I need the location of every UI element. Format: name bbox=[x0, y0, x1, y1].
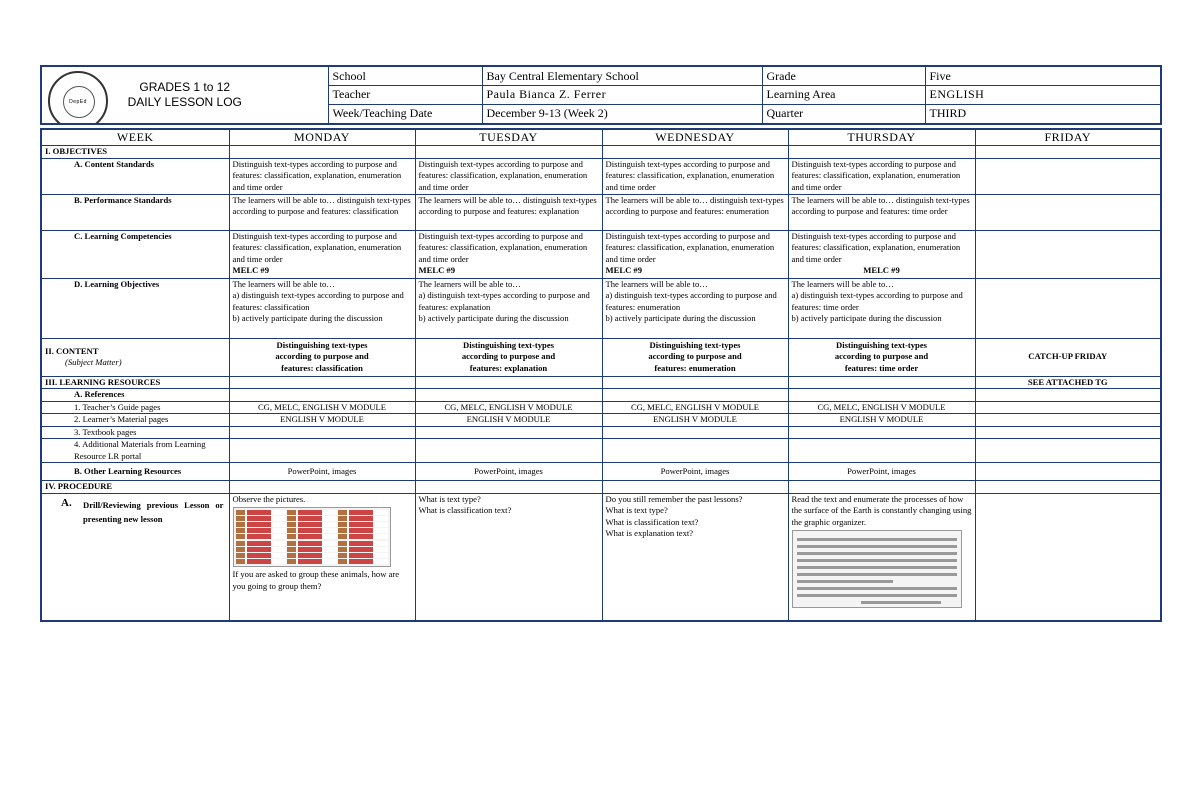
group-question: If you are asked to group these animals, how are you going to group them? bbox=[232, 569, 400, 591]
read-text-instruction: Read the text and enumerate the processes of how the surface of the Earth is constantly changing using the graphic organizer. bbox=[791, 493, 972, 527]
tg-mon: CG, MELC, ENGLISH V MODULE bbox=[229, 401, 415, 414]
col-thursday: THURSDAY bbox=[788, 129, 975, 146]
content-standards-thu: Distinguish text-types according to purpose and features: classification, explanation, enumeration and time order bbox=[788, 158, 975, 194]
objectives-tue bbox=[415, 278, 602, 338]
drill-wed: Do you still remember the past lessons? What is text type? What is classification text? What is explanation text? bbox=[602, 493, 788, 621]
procedure-a-label: A. bbox=[61, 496, 72, 509]
objective-b: b) actively participate during the discussion bbox=[232, 313, 383, 323]
learning-area-value: ENGLISH bbox=[925, 86, 1161, 105]
melc-label: MELC #9 bbox=[418, 265, 456, 275]
performance-wed: The learners will be able to… distinguish text-types according to purpose and features: enumeration bbox=[602, 194, 788, 230]
objective-b: b) actively participate during the discussion bbox=[418, 313, 569, 323]
content-standards-wed: Distinguish text-types according to purpose and features: classification, explanation, enumeration and time order bbox=[602, 158, 788, 194]
topic-mon: Distinguishing text-types according to purpose and features: classification bbox=[229, 338, 415, 376]
quarter-value: THIRD bbox=[925, 104, 1161, 124]
objective-b: b) actively participate during the discussion bbox=[605, 313, 756, 323]
competencies-label: C. Learning Competencies bbox=[41, 230, 229, 278]
lm-thu: ENGLISH V MODULE bbox=[788, 414, 975, 427]
objectives-thu bbox=[788, 278, 975, 338]
title-line1: GRADES 1 to 12 bbox=[139, 80, 231, 94]
performance-mon: The learners will be able to… distinguish text-types according to purpose and features: classification bbox=[229, 194, 415, 230]
quarter-label: Quarter bbox=[762, 104, 925, 124]
competencies-wed bbox=[602, 230, 788, 278]
lm-tue: ENGLISH V MODULE bbox=[415, 414, 602, 427]
objectives-intro: The learners will be able to… bbox=[791, 278, 894, 289]
additional-materials-label: 4. Additional Materials from Learning Resource LR portal bbox=[41, 439, 229, 463]
performance-thu: The learners will be able to… distinguish text-types according to purpose and features: time order bbox=[788, 194, 975, 230]
teacher-value: Paula Bianca Z. Ferrer bbox=[482, 86, 762, 105]
topic-tue: Distinguishing text-types according to purpose and features: explanation bbox=[415, 338, 602, 376]
tg-tue: CG, MELC, ENGLISH V MODULE bbox=[415, 401, 602, 414]
header-table bbox=[40, 65, 1162, 125]
col-wednesday: WEDNESDAY bbox=[602, 129, 788, 146]
topic-thu: Distinguishing text-types according to purpose and features: time order bbox=[788, 338, 975, 376]
objectives-mon bbox=[229, 278, 415, 338]
competencies-tue bbox=[415, 230, 602, 278]
performance-standards-label: B. Performance Standards bbox=[41, 194, 229, 230]
col-tuesday: TUESDAY bbox=[415, 129, 602, 146]
other-resources-label: B. Other Learning Resources bbox=[41, 463, 229, 481]
grade-value: Five bbox=[925, 66, 1161, 86]
learning-objectives-label: D. Learning Objectives bbox=[41, 278, 229, 338]
objectives-intro: The learners will be able to… bbox=[418, 278, 521, 289]
teachers-guide-label: 1. Teacher’s Guide pages bbox=[41, 401, 229, 414]
title-line2: DAILY LESSON LOG bbox=[127, 95, 242, 109]
lm-wed: ENGLISH V MODULE bbox=[602, 414, 788, 427]
col-week: WEEK bbox=[41, 129, 229, 146]
competency-text: Distinguish text-types according to purpose and features: classification, explanation, enumeration and time order bbox=[418, 230, 588, 264]
col-friday: FRIDAY bbox=[975, 129, 1161, 146]
content-heading: II. CONTENT bbox=[45, 345, 99, 356]
school-label: School bbox=[328, 66, 482, 86]
textbook-label: 3. Textbook pages bbox=[41, 426, 229, 439]
lesson-log-sheet bbox=[40, 65, 1160, 622]
competency-text: Distinguish text-types according to purpose and features: classification, explanation, enumeration and time order bbox=[232, 230, 402, 264]
resources-heading: III. LEARNING RESOURCES bbox=[41, 376, 229, 389]
competencies-thu bbox=[788, 230, 975, 278]
other-wed: PowerPoint, images bbox=[602, 463, 788, 481]
content-heading-cell bbox=[41, 338, 229, 376]
other-mon: PowerPoint, images bbox=[229, 463, 415, 481]
see-attached-tg: SEE ATTACHED TG bbox=[975, 376, 1161, 389]
objective-a: a) distinguish text-types according to purpose and features: explanation bbox=[418, 290, 590, 312]
catch-up-friday: CATCH-UP FRIDAY bbox=[975, 338, 1161, 376]
date-value: December 9-13 (Week 2) bbox=[482, 104, 762, 124]
references-label: A. References bbox=[41, 389, 229, 402]
objectives-wed bbox=[602, 278, 788, 338]
deped-seal-icon: DepEd bbox=[48, 71, 108, 124]
drill-mon bbox=[229, 493, 415, 621]
drill-thu bbox=[788, 493, 975, 621]
date-label: Week/Teaching Date bbox=[328, 104, 482, 124]
other-tue: PowerPoint, images bbox=[415, 463, 602, 481]
topic-wed: Distinguishing text-types according to purpose and features: enumeration bbox=[602, 338, 788, 376]
objective-a: a) distinguish text-types according to purpose and features: time order bbox=[791, 290, 963, 312]
drill-cell bbox=[41, 493, 229, 621]
content-standards-tue: Distinguish text-types according to purpose and features: classification, explanation, enumeration and time order bbox=[415, 158, 602, 194]
earth-text-image bbox=[792, 530, 962, 608]
objective-b: b) actively participate during the discussion bbox=[791, 313, 942, 323]
competency-text: Distinguish text-types according to purpose and features: classification, explanation, enumeration and time order bbox=[791, 230, 961, 264]
competencies-mon bbox=[229, 230, 415, 278]
content-standards-label: A. Content Standards bbox=[41, 158, 229, 194]
objectives-intro: The learners will be able to… bbox=[605, 278, 708, 289]
objectives-heading: I. OBJECTIVES bbox=[41, 146, 229, 159]
title-cell bbox=[41, 66, 328, 124]
content-subheading: (Subject Matter) bbox=[65, 357, 122, 367]
tg-wed: CG, MELC, ENGLISH V MODULE bbox=[602, 401, 788, 414]
content-standards-mon: Distinguish text-types according to purpose and features: classification, explanation, enumeration and time order bbox=[229, 158, 415, 194]
objectives-intro: The learners will be able to… bbox=[232, 278, 335, 289]
drill-label: Drill/Reviewing previous Lesson or presenting new lesson bbox=[83, 499, 224, 524]
teacher-label: Teacher bbox=[328, 86, 482, 105]
melc-label: MELC #9 bbox=[605, 265, 643, 275]
objective-a: a) distinguish text-types according to purpose and features: classification bbox=[232, 290, 404, 312]
drill-tue: What is text type? What is classification text? bbox=[415, 493, 602, 621]
school-value: Bay Central Elementary School bbox=[482, 66, 762, 86]
lm-mon: ENGLISH V MODULE bbox=[229, 414, 415, 427]
procedure-heading: IV. PROCEDURE bbox=[41, 481, 229, 494]
animals-image bbox=[233, 507, 391, 567]
learning-area-label: Learning Area bbox=[762, 86, 925, 105]
grade-label: Grade bbox=[762, 66, 925, 86]
melc-label: MELC #9 bbox=[863, 265, 900, 275]
competency-text: Distinguish text-types according to purpose and features: classification, explanation, enumeration and time order bbox=[605, 230, 775, 264]
learners-material-label: 2. Learner’s Material pages bbox=[41, 414, 229, 427]
tg-thu: CG, MELC, ENGLISH V MODULE bbox=[788, 401, 975, 414]
melc-label: MELC #9 bbox=[232, 265, 270, 275]
performance-tue: The learners will be able to… distinguish text-types according to purpose and features: explanation bbox=[415, 194, 602, 230]
lesson-table bbox=[40, 128, 1162, 622]
observe-text: Observe the pictures. bbox=[232, 493, 306, 504]
col-monday: MONDAY bbox=[229, 129, 415, 146]
other-thu: PowerPoint, images bbox=[788, 463, 975, 481]
objective-a: a) distinguish text-types according to purpose and features: enumeration bbox=[605, 290, 777, 312]
